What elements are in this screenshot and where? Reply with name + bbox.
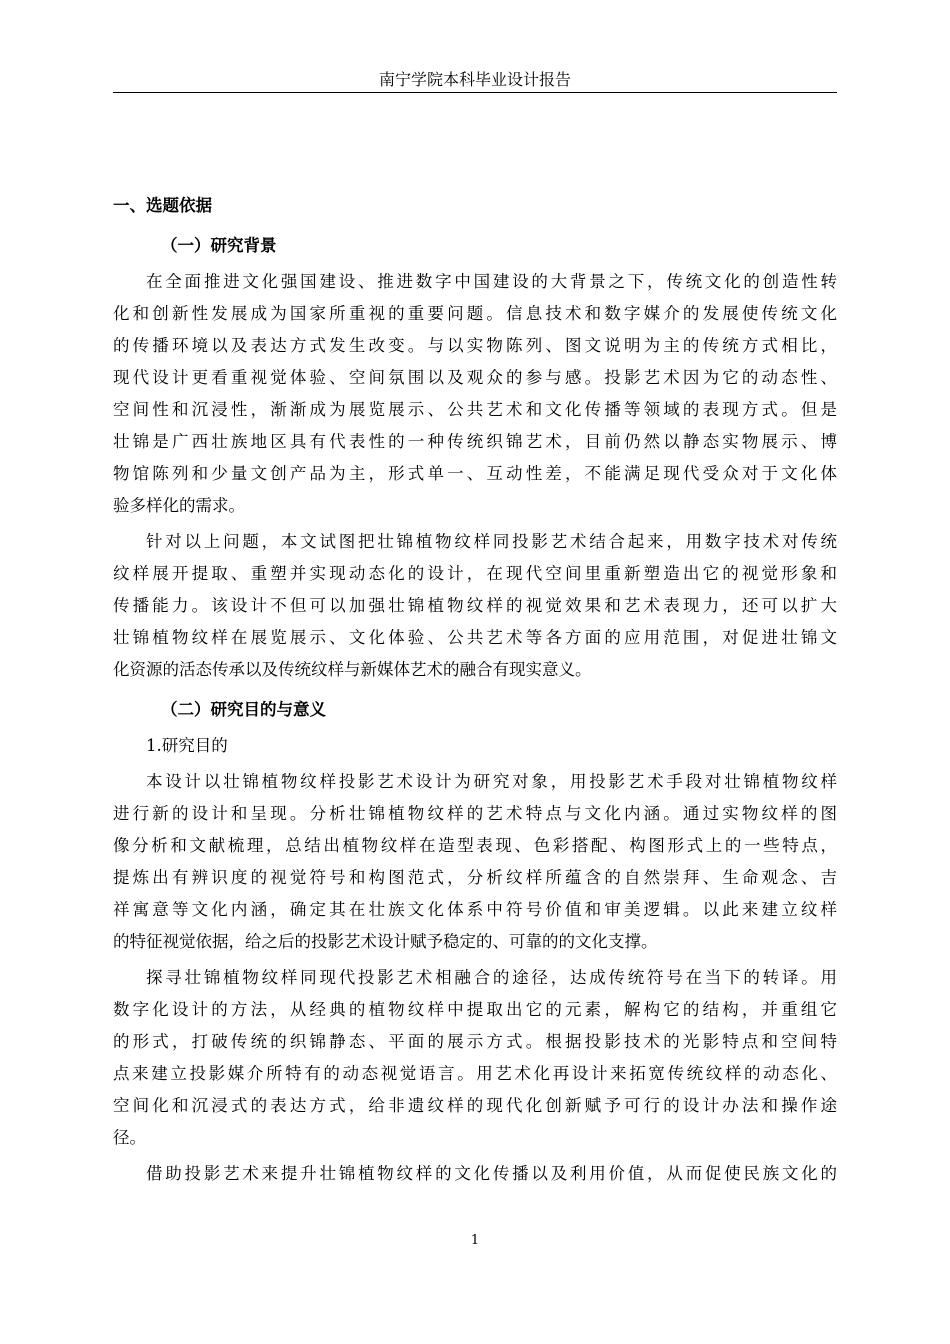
header-rule <box>113 92 837 93</box>
document-body <box>113 190 837 1190</box>
page-number: 1 <box>470 1233 480 1248</box>
paragraph <box>113 962 837 1154</box>
paragraph <box>113 266 837 522</box>
item-heading: 1.研究目的 <box>146 736 228 755</box>
paragraph <box>113 1158 837 1190</box>
text-line: 的特征视觉依据，给之后的投影艺术设计赋予稳定的、可靠的的文化支撑。 <box>113 932 658 951</box>
text-line: 物馆陈列和少量文创产品为主，形式单一、互动性差，不能满足现代受众对于文化体 <box>113 464 837 483</box>
text-line: 化资源的活态传承以及传统纹样与新媒体艺术的融合有现实意义。 <box>113 660 592 679</box>
text-line: 的传播环境以及表达方式发生改变。与以实物陈列、图文说明为主的传统方式相比， <box>113 336 837 355</box>
text-line: 壮锦是广西壮族地区具有代表性的一种传统织锦艺术，目前仍然以静态实物展示、博 <box>113 432 837 451</box>
running-header: 南宁学院本科毕业设计报告 <box>378 70 571 89</box>
text-line: 验多样化的需求。 <box>113 496 245 515</box>
text-line: 像分析和文献梳理，总结出植物纹样在造型表现、色彩搭配、构图形式上的一些特点， <box>113 836 837 855</box>
text-line: 针对以上问题，本文试图把壮锦植物纹样同投影艺术结合起来，用数字技术对传统 <box>146 532 837 551</box>
text-line: 祥寓意等文化内涵，确定其在壮族文化体系中符号价值和审美逻辑。以此来建立纹样 <box>113 900 837 919</box>
subsection-heading-purpose: （二）研究目的与意义 <box>161 700 326 719</box>
text-line: 探寻壮锦植物纹样同现代投影艺术相融合的途径，达成传统符号在当下的转译。用 <box>146 968 837 987</box>
text-line: 现代设计更看重视觉体验、空间氛围以及观众的参与感。投影艺术因为它的动态性、 <box>113 368 837 387</box>
text-line: 提炼出有辨识度的视觉符号和构图范式，分析纹样所蕴含的自然崇拜、生命观念、吉 <box>113 868 837 887</box>
text-line: 纹样展开提取、重塑并实现动态化的设计，在现代空间里重新塑造出它的视觉形象和 <box>113 564 837 583</box>
text-line: 化和创新性发展成为国家所重视的重要问题。信息技术和数字媒介的发展使传统文化 <box>113 304 837 323</box>
text-line: 空间性和沉浸性，渐渐成为展览展示、公共艺术和文化传播等领域的表现方式。但是 <box>113 400 837 419</box>
text-line: 径。 <box>113 1128 146 1147</box>
section-heading: 一、选题依据 <box>113 196 212 215</box>
text-line: 数字化设计的方法，从经典的植物纹样中提取出它的元素，解构它的结构，并重组它 <box>113 1000 837 1019</box>
text-line: 点来建立投影媒介所特有的动态视觉语言。用艺术化再设计来拓宽传统纹样的动态化、 <box>113 1064 837 1083</box>
text-line: 的形式，打破传统的织锦静态、平面的展示方式。根据投影技术的光影特点和空间特 <box>113 1032 837 1051</box>
text-line: 空间化和沉浸式的表达方式，给非遗纹样的现代化创新赋予可行的设计办法和操作途 <box>113 1096 837 1115</box>
paragraph <box>113 526 837 686</box>
paragraph <box>113 766 837 958</box>
subsection-heading-background: （一）研究背景 <box>161 236 277 255</box>
text-line: 传播能力。该设计不但可以加强壮锦植物纹样的视觉效果和艺术表现力，还可以扩大 <box>113 596 837 615</box>
text-line: 壮锦植物纹样在展览展示、文化体验、公共艺术等各方面的应用范围，对促进壮锦文 <box>113 628 837 647</box>
text-line: 借助投影艺术来提升壮锦植物纹样的文化传播以及利用价值，从而促使民族文化的 <box>146 1164 837 1183</box>
text-line: 进行新的设计和呈现。分析壮锦植物纹样的艺术特点与文化内涵。通过实物纹样的图 <box>113 804 837 823</box>
text-line: 在全面推进文化强国建设、推进数字中国建设的大背景之下，传统文化的创造性转 <box>146 272 837 291</box>
text-line: 本设计以壮锦植物纹样投影艺术设计为研究对象，用投影艺术手段对壮锦植物纹样 <box>146 772 837 791</box>
